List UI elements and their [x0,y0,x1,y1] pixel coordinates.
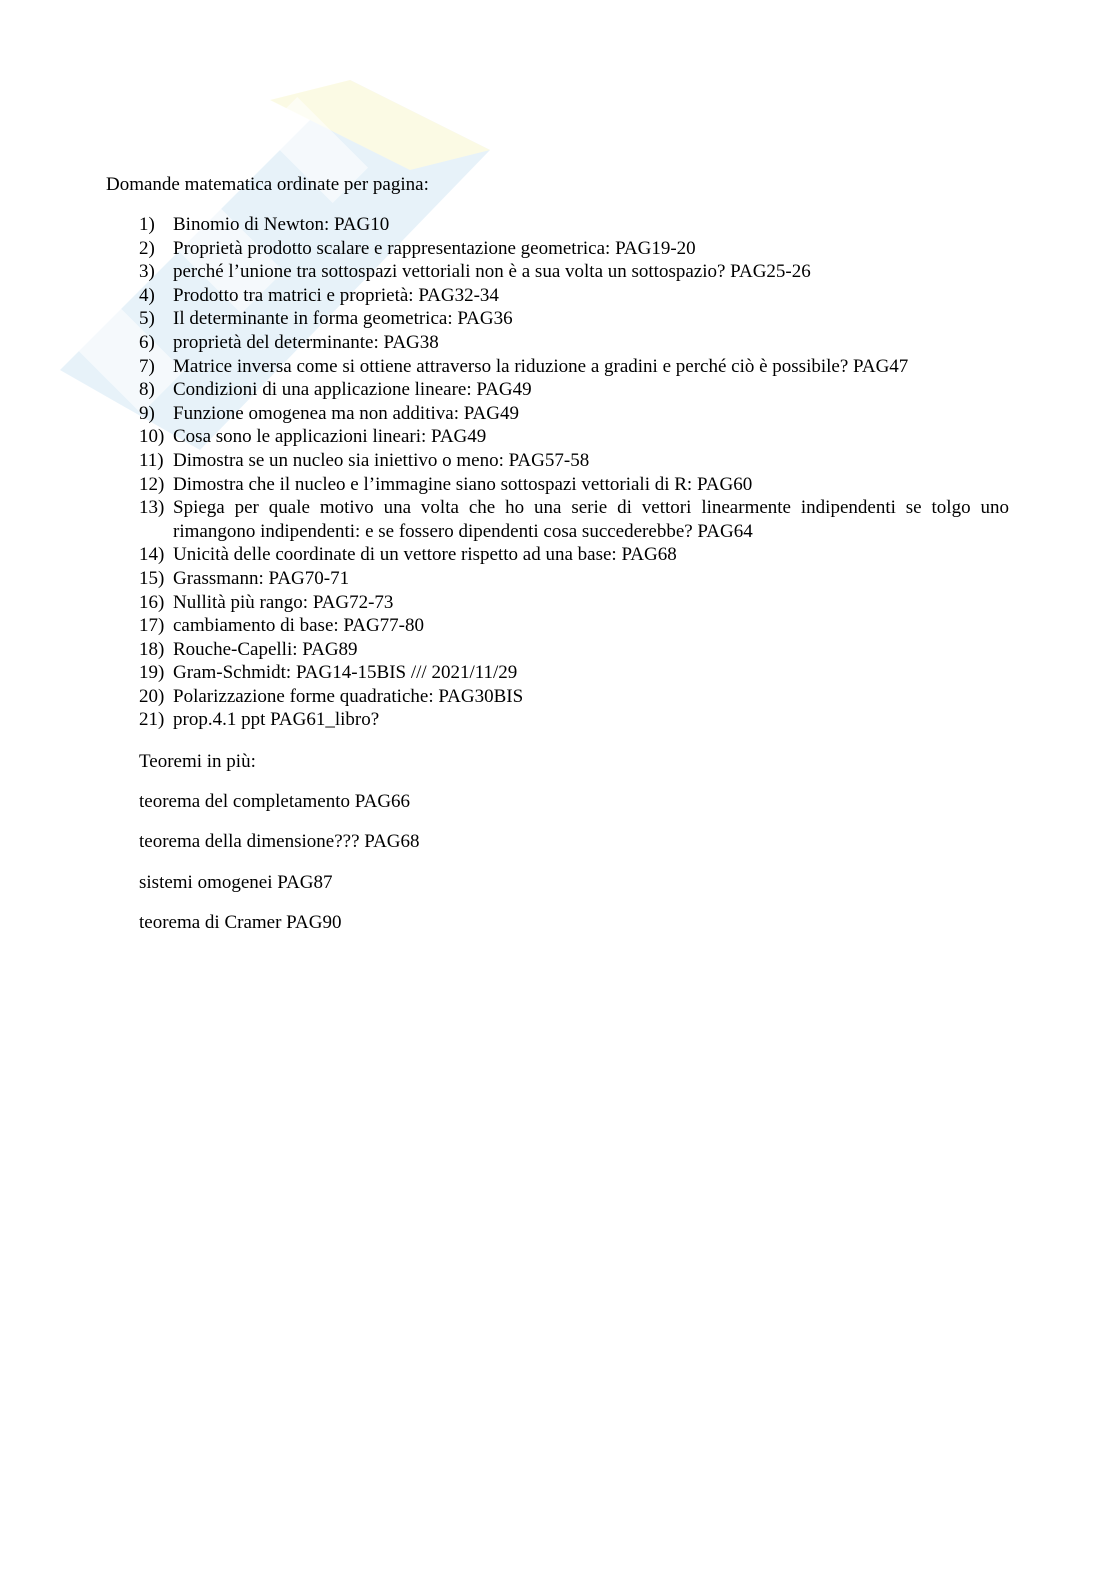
extra-theorem-item: teorema della dimensione??? PAG68 [139,831,420,852]
question-text: perché l’unione tra sottospazi vettoriali non è a sua volta un sottospazio? PAG25-26 [173,261,811,283]
question-number: 12) [139,473,165,495]
question-item [139,567,1009,591]
extra-theorem-item: sistemi omogenei PAG87 [139,872,333,893]
extra-theorem-item: teorema di Cramer PAG90 [139,912,342,933]
question-item [139,425,1009,449]
question-item [139,237,1009,261]
question-text: cambiamento di base: PAG77-80 [173,615,425,637]
question-text: Rouche-Capelli: PAG89 [173,638,358,660]
question-item [139,402,1009,426]
question-item [139,307,1009,331]
extra-theorems-title: Teoremi in più: [139,751,256,772]
question-text: Nullità più rango: PAG72-73 [173,591,394,613]
question-item [139,638,1009,662]
questions-list [139,213,1009,732]
document-heading: Domande matematica ordinate per pagina: [106,174,429,195]
extra-theorem-item: teorema del completamento PAG66 [139,791,411,812]
question-number: 18) [139,638,165,660]
question-text: Grassmann: PAG70-71 [173,567,350,589]
question-item [139,331,1009,355]
question-item [139,213,1009,237]
question-text: Cosa sono le applicazioni lineari: PAG49 [173,426,487,448]
question-number: 13) [139,497,165,519]
question-number: 1) [139,214,155,235]
question-number: 4) [139,284,155,306]
question-number: 10) [139,426,165,448]
question-number: 16) [139,591,165,613]
question-item [139,614,1009,638]
question-text: prop.4.1 ppt PAG61_libro? [173,709,380,731]
question-number: 17) [139,615,165,637]
question-number: 9) [139,402,155,424]
question-number: 2) [139,237,155,259]
question-item [139,708,1009,732]
question-text: Prodotto tra matrici e proprietà: PAG32-34 [173,284,499,306]
question-text: Unicità delle coordinate di un vettore rispetto ad una base: PAG68 [173,544,677,566]
question-number: 5) [139,308,155,330]
question-number: 6) [139,331,155,353]
question-number: 3) [139,261,155,283]
question-number: 15) [139,567,165,589]
question-item [139,473,1009,497]
question-text: Proprietà prodotto scalare e rappresentazione geometrica: PAG19-20 [173,237,696,259]
question-text: Binomio di Newton: PAG10 [173,214,390,235]
question-text: Matrice inversa come si ottiene attraverso la riduzione a gradini e perché ciò è possibile? PAG47 [173,355,909,377]
question-item [139,355,1009,379]
question-text: Dimostra se un nucleo sia iniettivo o meno: PAG57-58 [173,449,590,471]
question-item [139,661,1009,685]
question-item [139,543,1009,567]
question-number: 8) [139,379,155,401]
question-text: Spiega per quale motivo una volta che ho una serie di vettori linearmente indipendenti se tolgo uno rimangono indipendenti: e se fossero dipendenti cosa succederebbe? PAG64 [173,497,1009,542]
question-text: Polarizzazione forme quadratiche: PAG30BIS [173,685,524,707]
question-item [139,449,1009,473]
question-item [139,378,1009,402]
question-text: Condizioni di una applicazione lineare: PAG49 [173,379,532,401]
question-item [139,591,1009,615]
question-item [139,496,1009,543]
question-text: proprietà del determinante: PAG38 [173,331,439,353]
question-item [139,284,1009,308]
question-item [139,260,1009,284]
question-text: Dimostra che il nucleo e l’immagine siano sottospazi vettoriali di R: PAG60 [173,473,753,495]
question-text: Gram-Schmidt: PAG14-15BIS /// 2021/11/29 [173,662,518,684]
question-number: 11) [139,449,164,471]
question-number: 21) [139,709,165,731]
question-item [139,685,1009,709]
question-number: 14) [139,544,165,566]
question-number: 19) [139,662,165,684]
question-number: 7) [139,355,155,377]
question-text: Funzione omogenea ma non additiva: PAG49 [173,402,519,424]
question-text: Il determinante in forma geometrica: PAG36 [173,308,513,330]
question-number: 20) [139,685,165,707]
